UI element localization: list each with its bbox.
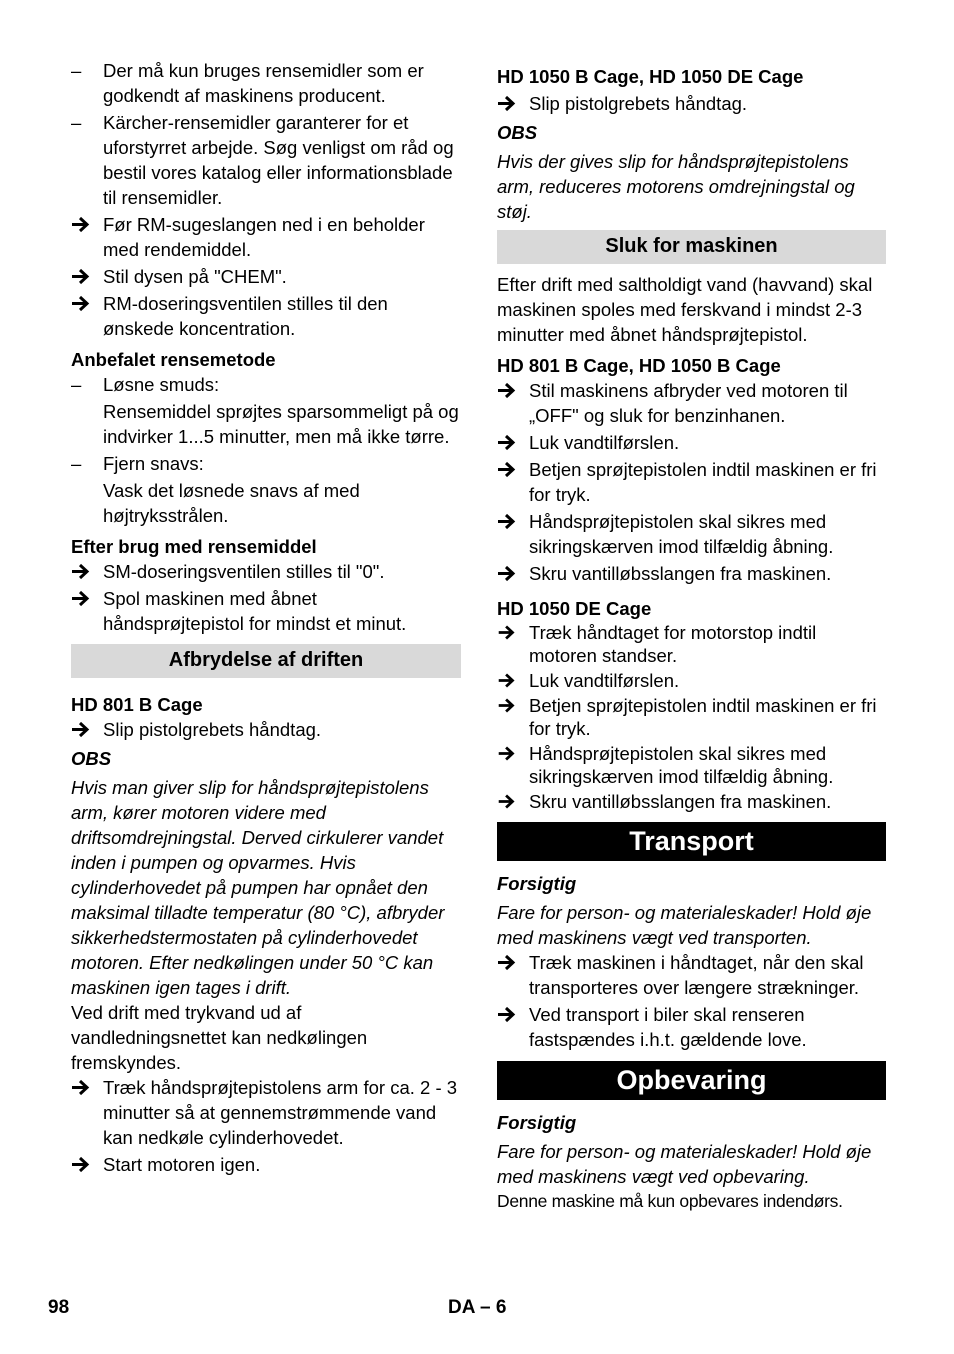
arrow-right-icon <box>71 559 95 584</box>
arrow-right-icon <box>497 91 521 116</box>
list-item: Luk vandtilførslen. <box>497 669 886 692</box>
list-item: Håndsprøjtepistolen skal sikres med sikringskærven imod tilfældig åbning. <box>497 742 886 788</box>
list-item: Slip pistolgrebets håndtag. <box>71 717 461 742</box>
list-item-detail: Vask det løsnede snavs af med højtryksstrålen. <box>103 480 360 526</box>
obs-text: Hvis man giver slip for håndsprøjtepistolens arm, kører motoren videre med driftsomdrejningstal. Derved cirkulerer vandet inden i pumpen og opvarmes. Hvis cylinderhovedet på pumpen har opnået den maksimal tilladte temperatur (80 °C), afbryder sikkerhedstermostaten på cylinderhovedet motoren. Efter nedkølingen under 50 °C kan maskinen igen tages i drift. <box>71 777 445 998</box>
arrow-right-icon <box>71 586 95 611</box>
caution-text: Fare for person- og materialeskader! Hold øje med maskinens vægt ved transporten. <box>497 902 872 948</box>
list-item: Slip pistolgrebets håndtag. <box>497 91 886 116</box>
list-item: – Kärcher-rensemidler garanterer for et uforstyrret arbejde. Søg venligst om råd og bestil vores katalog eller informationsblade til rensemidler. <box>71 112 454 208</box>
list-item: – Der må kun bruges rensemidler som er godkendt af maskinens producent. <box>71 60 424 106</box>
arrow-right-icon <box>71 264 95 289</box>
page-number: 98 <box>48 1297 70 1318</box>
list-item: – Løsne smuds: <box>71 374 220 395</box>
section-bar-sluk: Sluk for maskinen <box>497 230 886 264</box>
list-item: Betjen sprøjtepistolen indtil maskinen er fri for tryk. <box>497 457 886 507</box>
list-item: Stil dysen på "CHEM". <box>71 264 461 289</box>
arrow-right-icon <box>71 212 95 237</box>
arrow-right-icon <box>497 1002 521 1027</box>
list-item: Spol maskinen med åbnet håndsprøjtepistol for mindst et minut. <box>71 586 461 636</box>
right-column <box>497 64 886 1214</box>
list-item: Træk håndtaget for motorstop indtil motoren standser. <box>497 621 886 667</box>
section-heading: Efter brug med rensemiddel <box>71 536 317 557</box>
list-item: Træk håndsprøjtepistolens arm for ca. 2 - 3 minutter så at gennemstrømmende vand kan nedkøle cylinderhovedet. <box>71 1075 461 1150</box>
obs-label: OBS <box>497 122 538 143</box>
section-number: DA – 6 <box>448 1297 507 1318</box>
list-item: – Fjern snavs: <box>71 453 204 474</box>
list-item: SM-doseringsventilen stilles til "0". <box>71 559 461 584</box>
list-item: Betjen sprøjtepistolen indtil maskinen er fri for tryk. <box>497 694 886 740</box>
list-item: Luk vandtilførslen. <box>497 430 886 455</box>
dash-marker: – <box>71 112 82 133</box>
arrow-right-icon <box>497 790 521 813</box>
arrow-right-icon <box>497 561 521 586</box>
arrow-right-icon <box>497 669 521 692</box>
list-item: Skru vantilløbsslangen fra maskinen. <box>497 561 886 586</box>
caution-text: Fare for person- og materialeskader! Hold øje med maskinens vægt ved opbevaring. <box>497 1141 872 1187</box>
arrow-right-icon <box>497 742 521 765</box>
intro-list <box>71 58 461 341</box>
subheading: HD 801 B Cage <box>71 694 203 715</box>
list-item: Håndsprøjtepistolen skal sikres med sikringskærven imod tilfældig åbning. <box>497 509 886 559</box>
arrow-right-icon <box>497 621 521 644</box>
arrow-right-icon <box>497 694 521 717</box>
section-bar-opbevaring: Opbevaring <box>497 1061 886 1100</box>
arrow-right-icon <box>71 291 95 316</box>
subheading: HD 801 B Cage, HD 1050 B Cage <box>497 355 781 376</box>
list-item: Skru vantilløbsslangen fra maskinen. <box>497 790 886 813</box>
section-heading: Anbefalet rensemetode <box>71 349 276 370</box>
list-item: Stil maskinens afbryder ved motoren til „OFF" og sluk for benzinhanen. <box>497 378 886 428</box>
subheading: HD 1050 B Cage, HD 1050 DE Cage <box>497 66 804 87</box>
dash-marker: – <box>71 374 82 395</box>
paragraph: Efter drift med saltholdigt vand (havvand) skal maskinen spoles med ferskvand i mindst 2-3 minutter med åbnet håndsprøjtepistol. <box>497 274 873 345</box>
caution-label: Forsigtig <box>497 873 577 894</box>
arrow-right-icon <box>71 717 95 742</box>
arrow-right-icon <box>71 1075 95 1100</box>
caution-label: Forsigtig <box>497 1112 577 1133</box>
list-item: Træk maskinen i håndtaget, når den skal transporteres over længere strækninger. <box>497 950 886 1000</box>
paragraph: Denne maskine må kun opbevares indendørs. <box>497 1191 843 1211</box>
list-item-detail: Rensemiddel sprøjtes sparsommeligt på og indvirker 1...5 minutter, men må ikke tørre. <box>103 401 459 447</box>
arrow-right-icon <box>71 1152 95 1177</box>
list-item: Ved transport i biler skal renseren fastspændes i.h.t. gældende love. <box>497 1002 886 1052</box>
arrow-right-icon <box>497 457 521 482</box>
obs-label: OBS <box>71 748 112 769</box>
section-bar-afbrydelse: Afbrydelse af driften <box>71 644 461 678</box>
dash-marker: – <box>71 453 82 474</box>
subheading: HD 1050 DE Cage <box>497 598 652 619</box>
arrow-right-icon <box>497 430 521 455</box>
list-item: Start motoren igen. <box>71 1152 461 1177</box>
list-item: RM-doseringsventilen stilles til den ønskede koncentration. <box>71 291 461 341</box>
arrow-right-icon <box>497 378 521 403</box>
arrow-right-icon <box>497 509 521 534</box>
left-column <box>71 58 461 1177</box>
dash-marker: – <box>71 60 82 81</box>
arrow-right-icon <box>497 950 521 975</box>
list-item: Før RM-sugeslangen ned i en beholder med rendemiddel. <box>71 212 461 262</box>
paragraph: Ved drift med trykvand ud af vandledningsnettet kan nedkølingen fremskyndes. <box>71 1002 368 1073</box>
obs-text: Hvis der gives slip for håndsprøjtepistolens arm, reduceres motorens omdrejningstal og støj. <box>497 151 855 222</box>
section-bar-transport: Transport <box>497 822 886 861</box>
